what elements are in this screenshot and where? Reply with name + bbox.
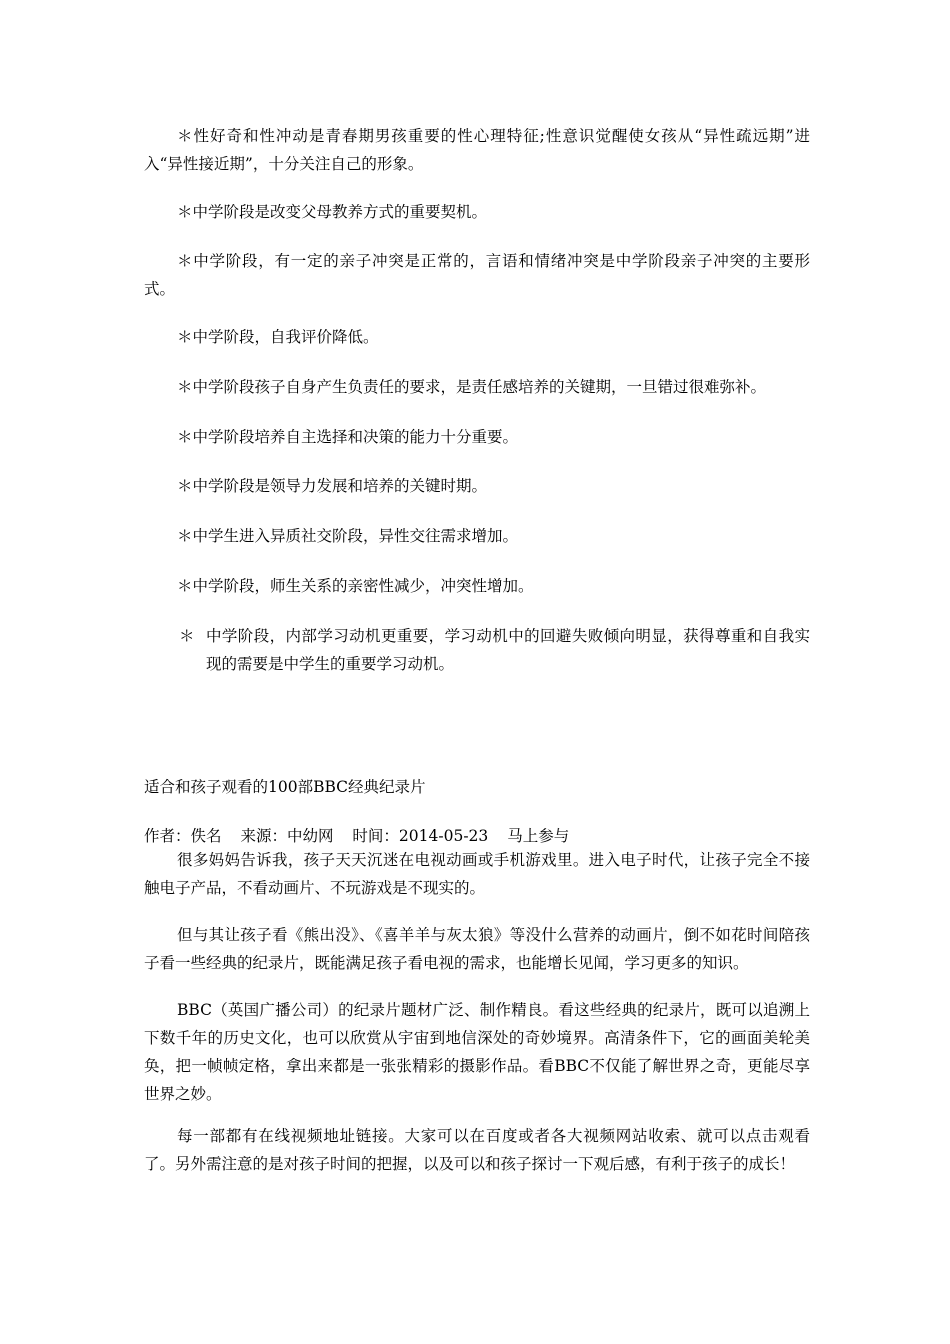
article-source: 来源：中幼网 — [240, 827, 334, 845]
bullet-paragraph: ＊中学阶段培养自主选择和决策的能力十分重要。 — [177, 428, 519, 446]
bullet-star: ＊ — [179, 627, 195, 645]
article-paragraph: 很多妈妈告诉我，孩子天天沉迷在电视动画或手机游戏里。进入电子时代，让孩子完全不接触电子产品，不看动画片、不玩游戏是不现实的。 — [144, 851, 810, 897]
bullet-paragraph: ＊中学阶段，师生关系的亲密性减少，冲突性增加。 — [177, 577, 534, 595]
article-paragraph: 但与其让孩子看《熊出没》、《喜羊羊与灰太狼》等没什么营养的动画片，倒不如花时间陪孩子看一些经典的纪录片，既能满足孩子看电视的需求，也能增长见闻，学习更多的知识。 — [144, 926, 810, 972]
bullet-paragraph: ＊中学阶段是改变父母教养方式的重要契机。 — [177, 203, 488, 221]
article-paragraph: 每一部都有在线视频地址链接。大家可以在百度或者各大视频网站收索、就可以点击观看了。另外需注意的是对孩子时间的把握，以及可以和孩子探讨一下观后感，有利于孩子的成长！ — [144, 1127, 810, 1173]
article-paragraph: BBC（英国广播公司）的纪录片题材广泛、制作精良。看这些经典的纪录片，既可以追溯上下数千年的历史文化，也可以欣赏从宇宙到地信深处的奇妙境界。高清条件下，它的画面美轮美奂，把一帧帧定格，拿出来都是一张张精彩的摄影作品。看BBC不仅能了解世界之奇，更能尽享世界之妙。 — [144, 1001, 810, 1103]
bullet-paragraph: ＊中学阶段孩子自身产生负责任的要求，是责任感培养的关键期，一旦错过很难弥补。 — [177, 378, 767, 396]
bullet-paragraph-hanging — [144, 622, 810, 678]
bullet-paragraph: ＊中学阶段是领导力发展和培养的关键时期。 — [177, 477, 488, 495]
article-title: 适合和孩子观看的100部BBC经典纪录片 — [144, 778, 426, 796]
join-link[interactable]: 马上参与 — [507, 827, 570, 845]
article-author: 作者：佚名 — [144, 827, 222, 845]
bullet-paragraph: ＊中学生进入异质社交阶段，异性交往需求增加。 — [177, 527, 519, 545]
bullet-paragraph: ＊中学阶段，自我评价降低。 — [177, 328, 379, 346]
bullet-text: 中学阶段，内部学习动机更重要，学习动机中的回避失败倾向明显，获得尊重和自我实现的需要是中学生的重要学习动机。 — [206, 627, 810, 673]
article-time: 时间：2014-05-23 — [352, 827, 489, 845]
bullet-paragraph: ＊性好奇和性冲动是青春期男孩重要的性心理特征;性意识觉醒使女孩从“异性疏远期”进入“异性接近期”，十分关注自己的形象。 — [144, 127, 810, 173]
bullet-paragraph: ＊中学阶段，有一定的亲子冲突是正常的，言语和情绪冲突是中学阶段亲子冲突的主要形式。 — [144, 252, 810, 298]
